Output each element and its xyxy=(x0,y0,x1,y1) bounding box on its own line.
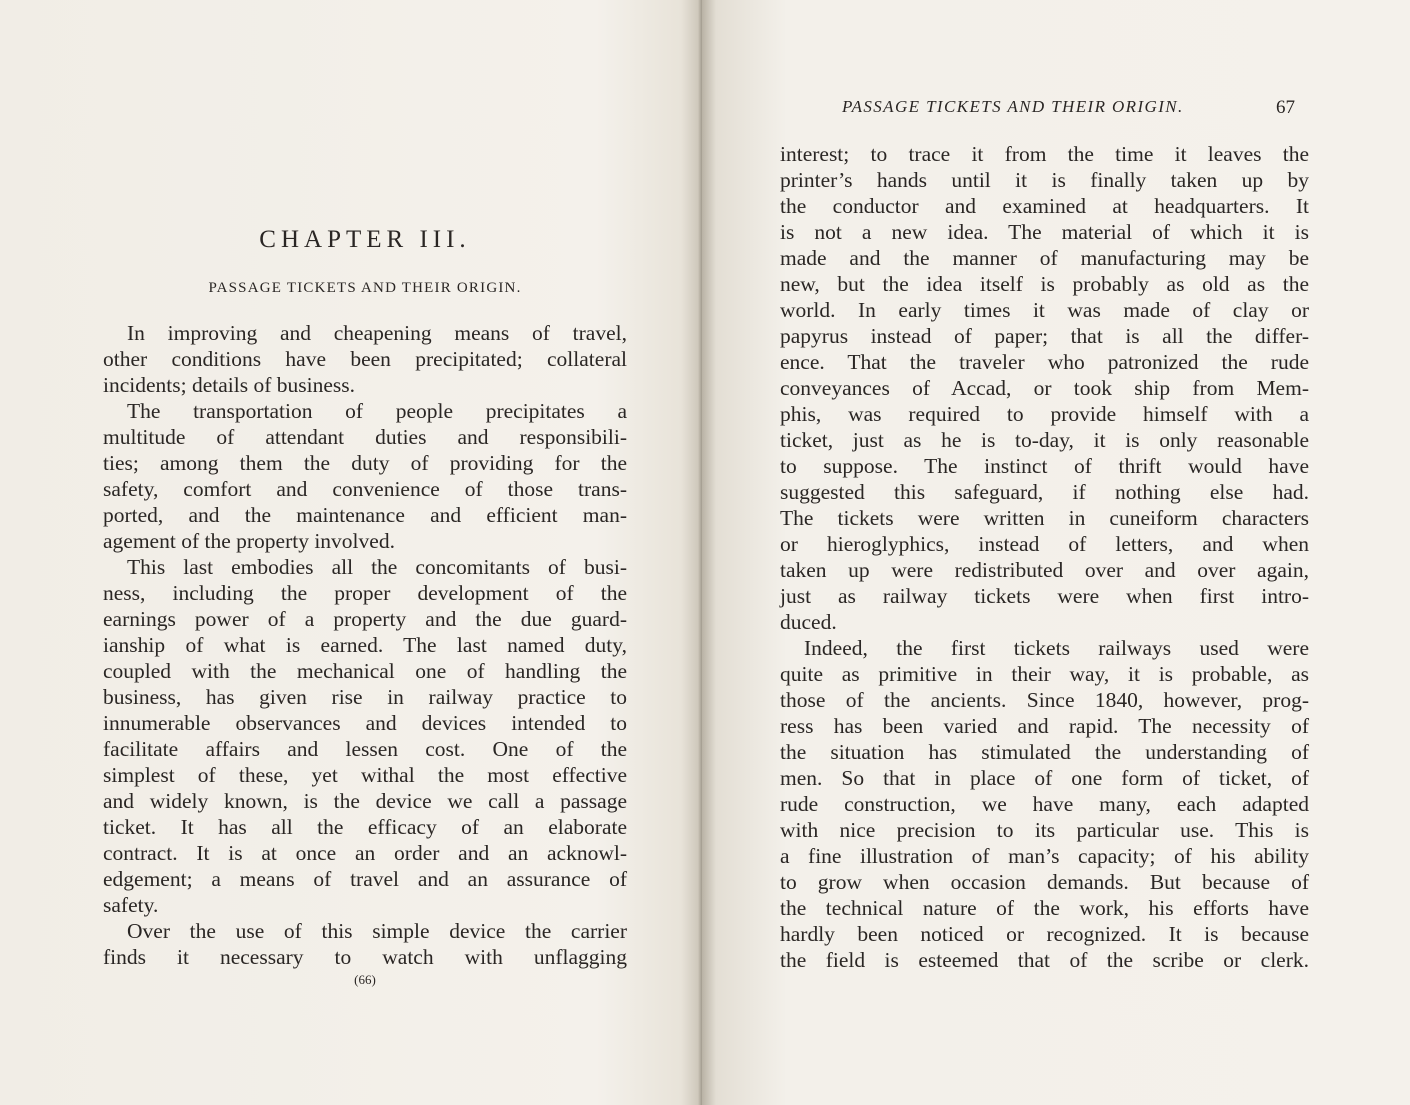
right-body-text xyxy=(780,141,1309,973)
text-line: suggested this safeguard, if nothing else had. xyxy=(780,480,1309,504)
text-line: phis, was required to provide himself with a xyxy=(780,402,1309,426)
text-line: those of the ancients. Since 1840, however, prog- xyxy=(780,688,1309,712)
text-line: finds it necessary to watch with unflagging xyxy=(103,945,627,969)
text-line: incidents; details of business. xyxy=(103,373,355,397)
text-line: made and the manner of manufacturing may be xyxy=(780,246,1309,270)
text-line: safety, comfort and convenience of those trans- xyxy=(103,477,627,501)
text-line: just as railway tickets were when first intro- xyxy=(780,584,1309,608)
text-line: The transportation of people precipitates a xyxy=(127,399,627,423)
text-line: earnings power of a property and the due guard- xyxy=(103,607,627,631)
text-line: ported, and the maintenance and efficient man- xyxy=(103,503,627,527)
text-line: Indeed, the first tickets railways used were xyxy=(804,636,1309,660)
text-line: is not a new idea. The material of which it is xyxy=(780,220,1309,244)
text-line: other conditions have been precipitated; collateral xyxy=(103,347,627,371)
text-line: facilitate affairs and lessen cost. One of the xyxy=(103,737,627,761)
text-line: men. So that in place of one form of ticket, of xyxy=(780,766,1309,790)
running-head: PASSAGE TICKETS AND THEIR ORIGIN. xyxy=(842,97,1184,116)
text-line: the situation has stimulated the understanding of xyxy=(780,740,1309,764)
text-line: taken up were redistributed over and over again, xyxy=(780,558,1309,582)
left-body-text xyxy=(103,320,627,970)
text-line: agement of the property involved. xyxy=(103,529,395,553)
chapter-title: CHAPTER III. xyxy=(259,226,471,253)
text-line: multitude of attendant duties and responsibili- xyxy=(103,425,627,449)
text-line: The tickets were written in cuneiform characters xyxy=(780,506,1309,530)
text-line: This last embodies all the concomitants of busi- xyxy=(127,555,627,579)
text-line: to suppose. The instinct of thrift would have xyxy=(780,454,1309,478)
text-line: quite as primitive in their way, it is probable, as xyxy=(780,662,1309,686)
text-line: ianship of what is earned. The last named duty, xyxy=(103,633,627,657)
text-line: In improving and cheapening means of travel, xyxy=(127,321,627,345)
text-line: printer’s hands until it is finally taken up by xyxy=(780,168,1309,192)
text-line: or hieroglyphics, instead of letters, and when xyxy=(780,532,1309,556)
text-line: with nice precision to its particular use. This is xyxy=(780,818,1309,842)
chapter-subtitle: PASSAGE TICKETS AND THEIR ORIGIN. xyxy=(208,280,522,296)
text-line: and widely known, is the device we call a passage xyxy=(103,789,627,813)
text-line: papyrus instead of paper; that is all the differ- xyxy=(780,324,1309,348)
text-line: the field is esteemed that of the scribe or clerk. xyxy=(780,948,1309,972)
text-line: new, but the idea itself is probably as old as the xyxy=(780,272,1309,296)
text-line: rude construction, we have many, each adapted xyxy=(780,792,1309,816)
text-line: safety. xyxy=(103,893,159,917)
text-line: coupled with the mechanical one of handling the xyxy=(103,659,627,683)
text-line: the technical nature of the work, his efforts have xyxy=(780,896,1309,920)
text-line: ness, including the proper development of the xyxy=(103,581,627,605)
text-line: duced. xyxy=(780,610,837,634)
text-line: contract. It is at once an order and an acknowl- xyxy=(103,841,627,865)
text-line: ticket, just as he is to-day, it is only reasonable xyxy=(780,428,1309,452)
text-line: conveyances of Accad, or took ship from Mem- xyxy=(780,376,1309,400)
text-line: ties; among them the duty of providing for the xyxy=(103,451,627,475)
page-number-left: (66) xyxy=(354,972,376,987)
text-line: ress has been varied and rapid. The necessity of xyxy=(780,714,1309,738)
right-page xyxy=(702,0,1410,1105)
text-line: ticket. It has all the efficacy of an elaborate xyxy=(103,815,627,839)
left-page xyxy=(0,0,702,1105)
text-line: ence. That the traveler who patronized the rude xyxy=(780,350,1309,374)
text-line: edgement; a means of travel and an assurance of xyxy=(103,867,627,891)
text-line: a fine illustration of man’s capacity; of his ability xyxy=(780,844,1309,868)
text-line: business, has given rise in railway practice to xyxy=(103,685,627,709)
text-line: Over the use of this simple device the carrier xyxy=(127,919,627,943)
text-line: interest; to trace it from the time it leaves the xyxy=(780,142,1309,166)
text-line: world. In early times it was made of clay or xyxy=(780,298,1309,322)
text-line: innumerable observances and devices intended to xyxy=(103,711,627,735)
text-line: the conductor and examined at headquarters. It xyxy=(780,194,1309,218)
text-line: simplest of these, yet withal the most effective xyxy=(103,763,627,787)
text-line: to grow when occasion demands. But because of xyxy=(780,870,1309,894)
page-number-right: 67 xyxy=(1276,97,1295,118)
text-line: hardly been noticed or recognized. It is because xyxy=(780,922,1309,946)
